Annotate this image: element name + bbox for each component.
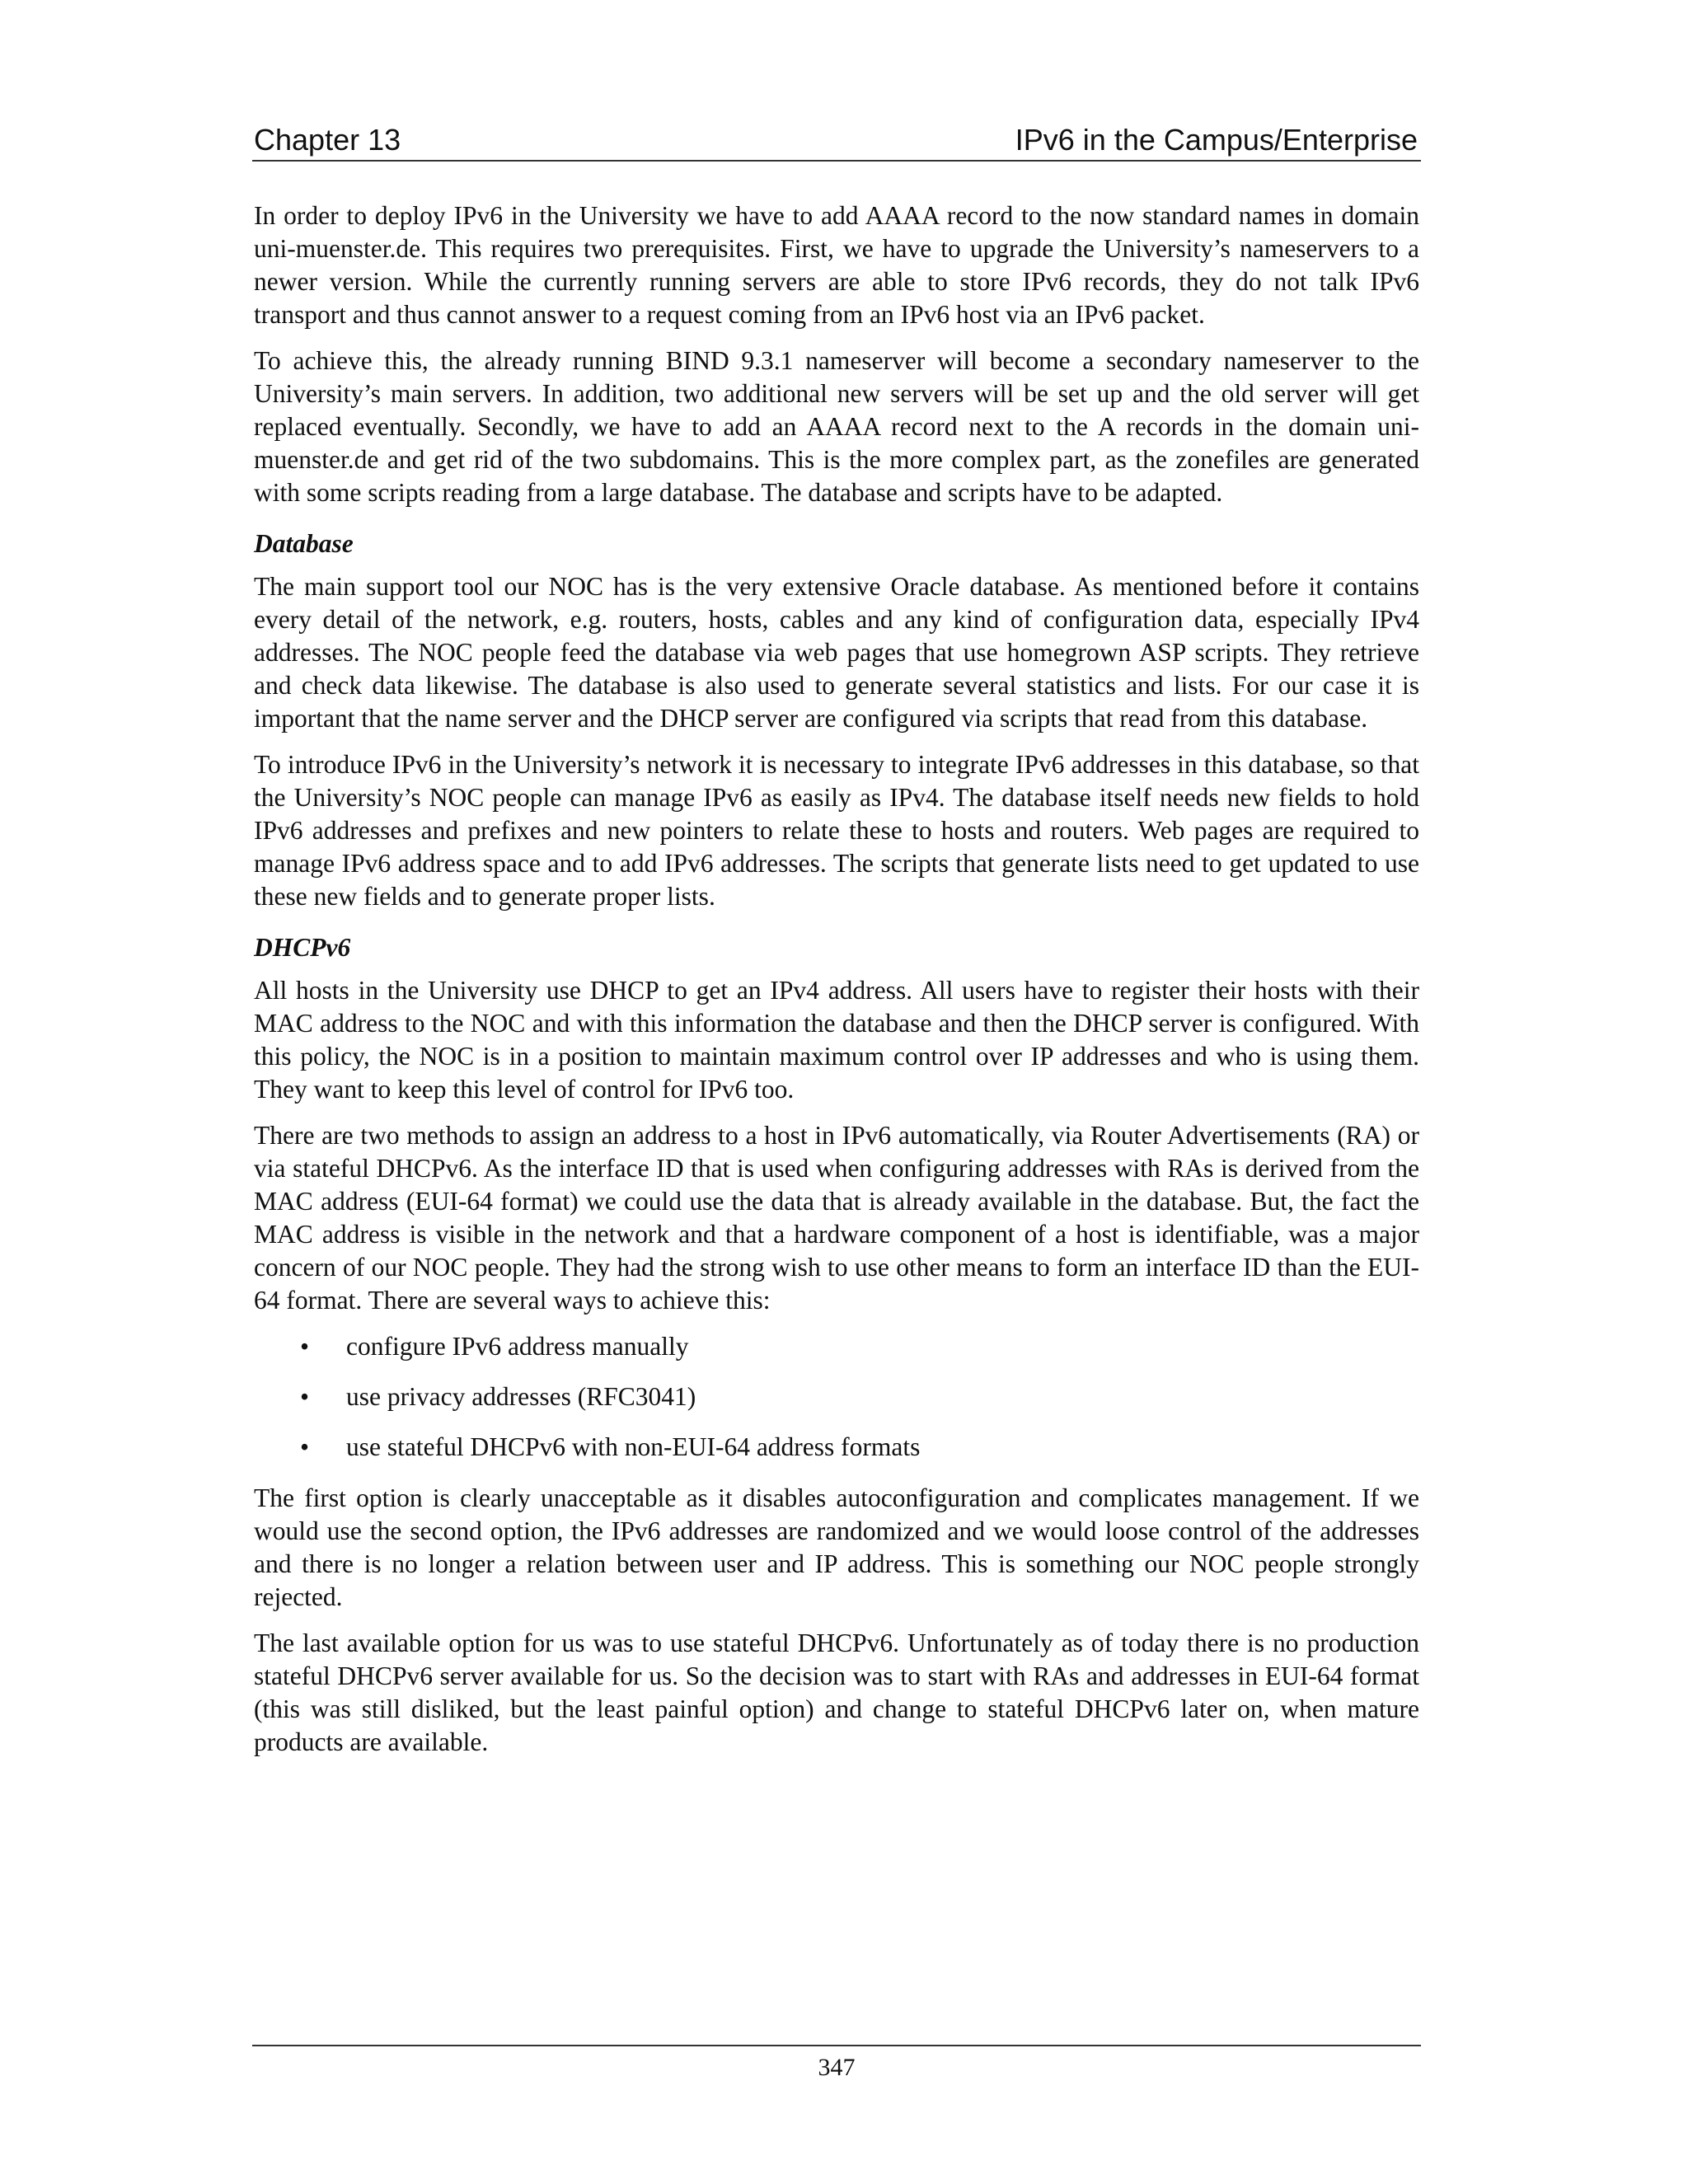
list-item-text: use privacy addresses (RFC3041) [346, 1382, 696, 1411]
list-item-text: use stateful DHCPv6 with non-EUI-64 address formats [346, 1432, 921, 1461]
page-body [254, 199, 1419, 1772]
dhcpv6-paragraph-1: All hosts in the University use DHCP to get an IPv4 address. All users have to register their hosts with their MAC address to the NOC and with this information the database and then the DHCP server is configured. With this policy, the NOC is in a position to maintain maximum control over IP addresses and who is using them. They want to keep this level of control for IPv6 too. [254, 976, 1419, 1104]
list-item [254, 1431, 1419, 1464]
section-heading-dhcpv6: DHCPv6 [254, 933, 351, 962]
bullet-icon: • [300, 1382, 310, 1411]
section-heading-database: Database [254, 529, 354, 558]
dhcpv6-paragraph-3: The first option is clearly unacceptable as it disables autoconfiguration and complicates management. If we would use the second option, the IPv6 addresses are randomized and we would loose control of the addresses and there is no longer a relation between user and IP address. This is something our NOC people strongly rejected. [254, 1483, 1419, 1611]
page-footer [252, 2045, 1421, 2084]
list-item [254, 1330, 1419, 1363]
bullet-icon: • [300, 1332, 310, 1361]
database-paragraph-2: To introduce IPv6 in the University’s network it is necessary to integrate IPv6 addresses in this database, so that the University’s NOC people can manage IPv6 as easily as IPv4. The database itself needs new fields to hold IPv6 addresses and prefixes and new pointers to relate these to hosts and routers. Web pages are required to manage IPv6 address space and to add IPv6 addresses. The scripts that generate lists need to get updated to use these new fields and to generate proper lists. [254, 750, 1419, 911]
bullet-icon: • [300, 1432, 310, 1461]
dhcpv6-paragraph-4: The last available option for us was to use stateful DHCPv6. Unfortunately as of today there is no production stateful DHCPv6 server available for us. So the decision was to start with RAs and addresses in EUI-64 format (this was still disliked, but the least painful option) and change to stateful DHCPv6 later on, when mature products are available. [254, 1629, 1419, 1756]
chapter-title: IPv6 in the Campus/Enterprise [1015, 123, 1418, 157]
list-item [254, 1380, 1419, 1413]
dhcpv6-paragraph-2: There are two methods to assign an address to a host in IPv6 automatically, via Router Advertisements (RA) or via stateful DHCPv6. As the interface ID that is used when configuring addresses with RAs is derived from the MAC address (EUI-64 format) we could use the data that is already available in the database. But, the fact the MAC address is visible in the network and that a hardware component of a host is identifiable, was a major concern of our NOC people. They had the strong wish to use other means to form an interface ID than the EUI-64 format. There are several ways to achieve this: [254, 1121, 1419, 1315]
options-list [254, 1330, 1419, 1464]
page-number: 347 [818, 2054, 856, 2081]
list-item-text: configure IPv6 address manually [346, 1332, 689, 1361]
page-header [252, 120, 1421, 162]
intro-paragraph-1: In order to deploy IPv6 in the University we have to add AAAA record to the now standard names in domain uni-muenster.de. This requires two prerequisites. First, we have to upgrade the University’s nameservers to a newer version. While the currently running servers are able to store IPv6 records, they do not talk IPv6 transport and thus cannot answer to a request coming from an IPv6 host via an IPv6 packet. [254, 201, 1419, 329]
database-paragraph-1: The main support tool our NOC has is the very extensive Oracle database. As mentioned before it contains every detail of the network, e.g. routers, hosts, cables and any kind of configuration data, especially IPv4 addresses. The NOC people feed the database via web pages that use homegrown ASP scripts. They retrieve and check data likewise. The database is also used to generate several statistics and lists. For our case it is important that the name server and the DHCP server are configured via scripts that read from this database. [254, 572, 1419, 733]
intro-paragraph-2: To achieve this, the already running BIND 9.3.1 nameserver will become a secondary nameserver to the University’s main servers. In addition, two additional new servers will be set up and the old server will get replaced eventually. Secondly, we have to add an AAAA record next to the A records in the domain uni-muenster.de and get rid of the two subdomains. This is the more complex part, as the zonefiles are generated with some scripts reading from a large database. The database and scripts have to be adapted. [254, 346, 1419, 507]
chapter-label: Chapter 13 [254, 123, 401, 157]
